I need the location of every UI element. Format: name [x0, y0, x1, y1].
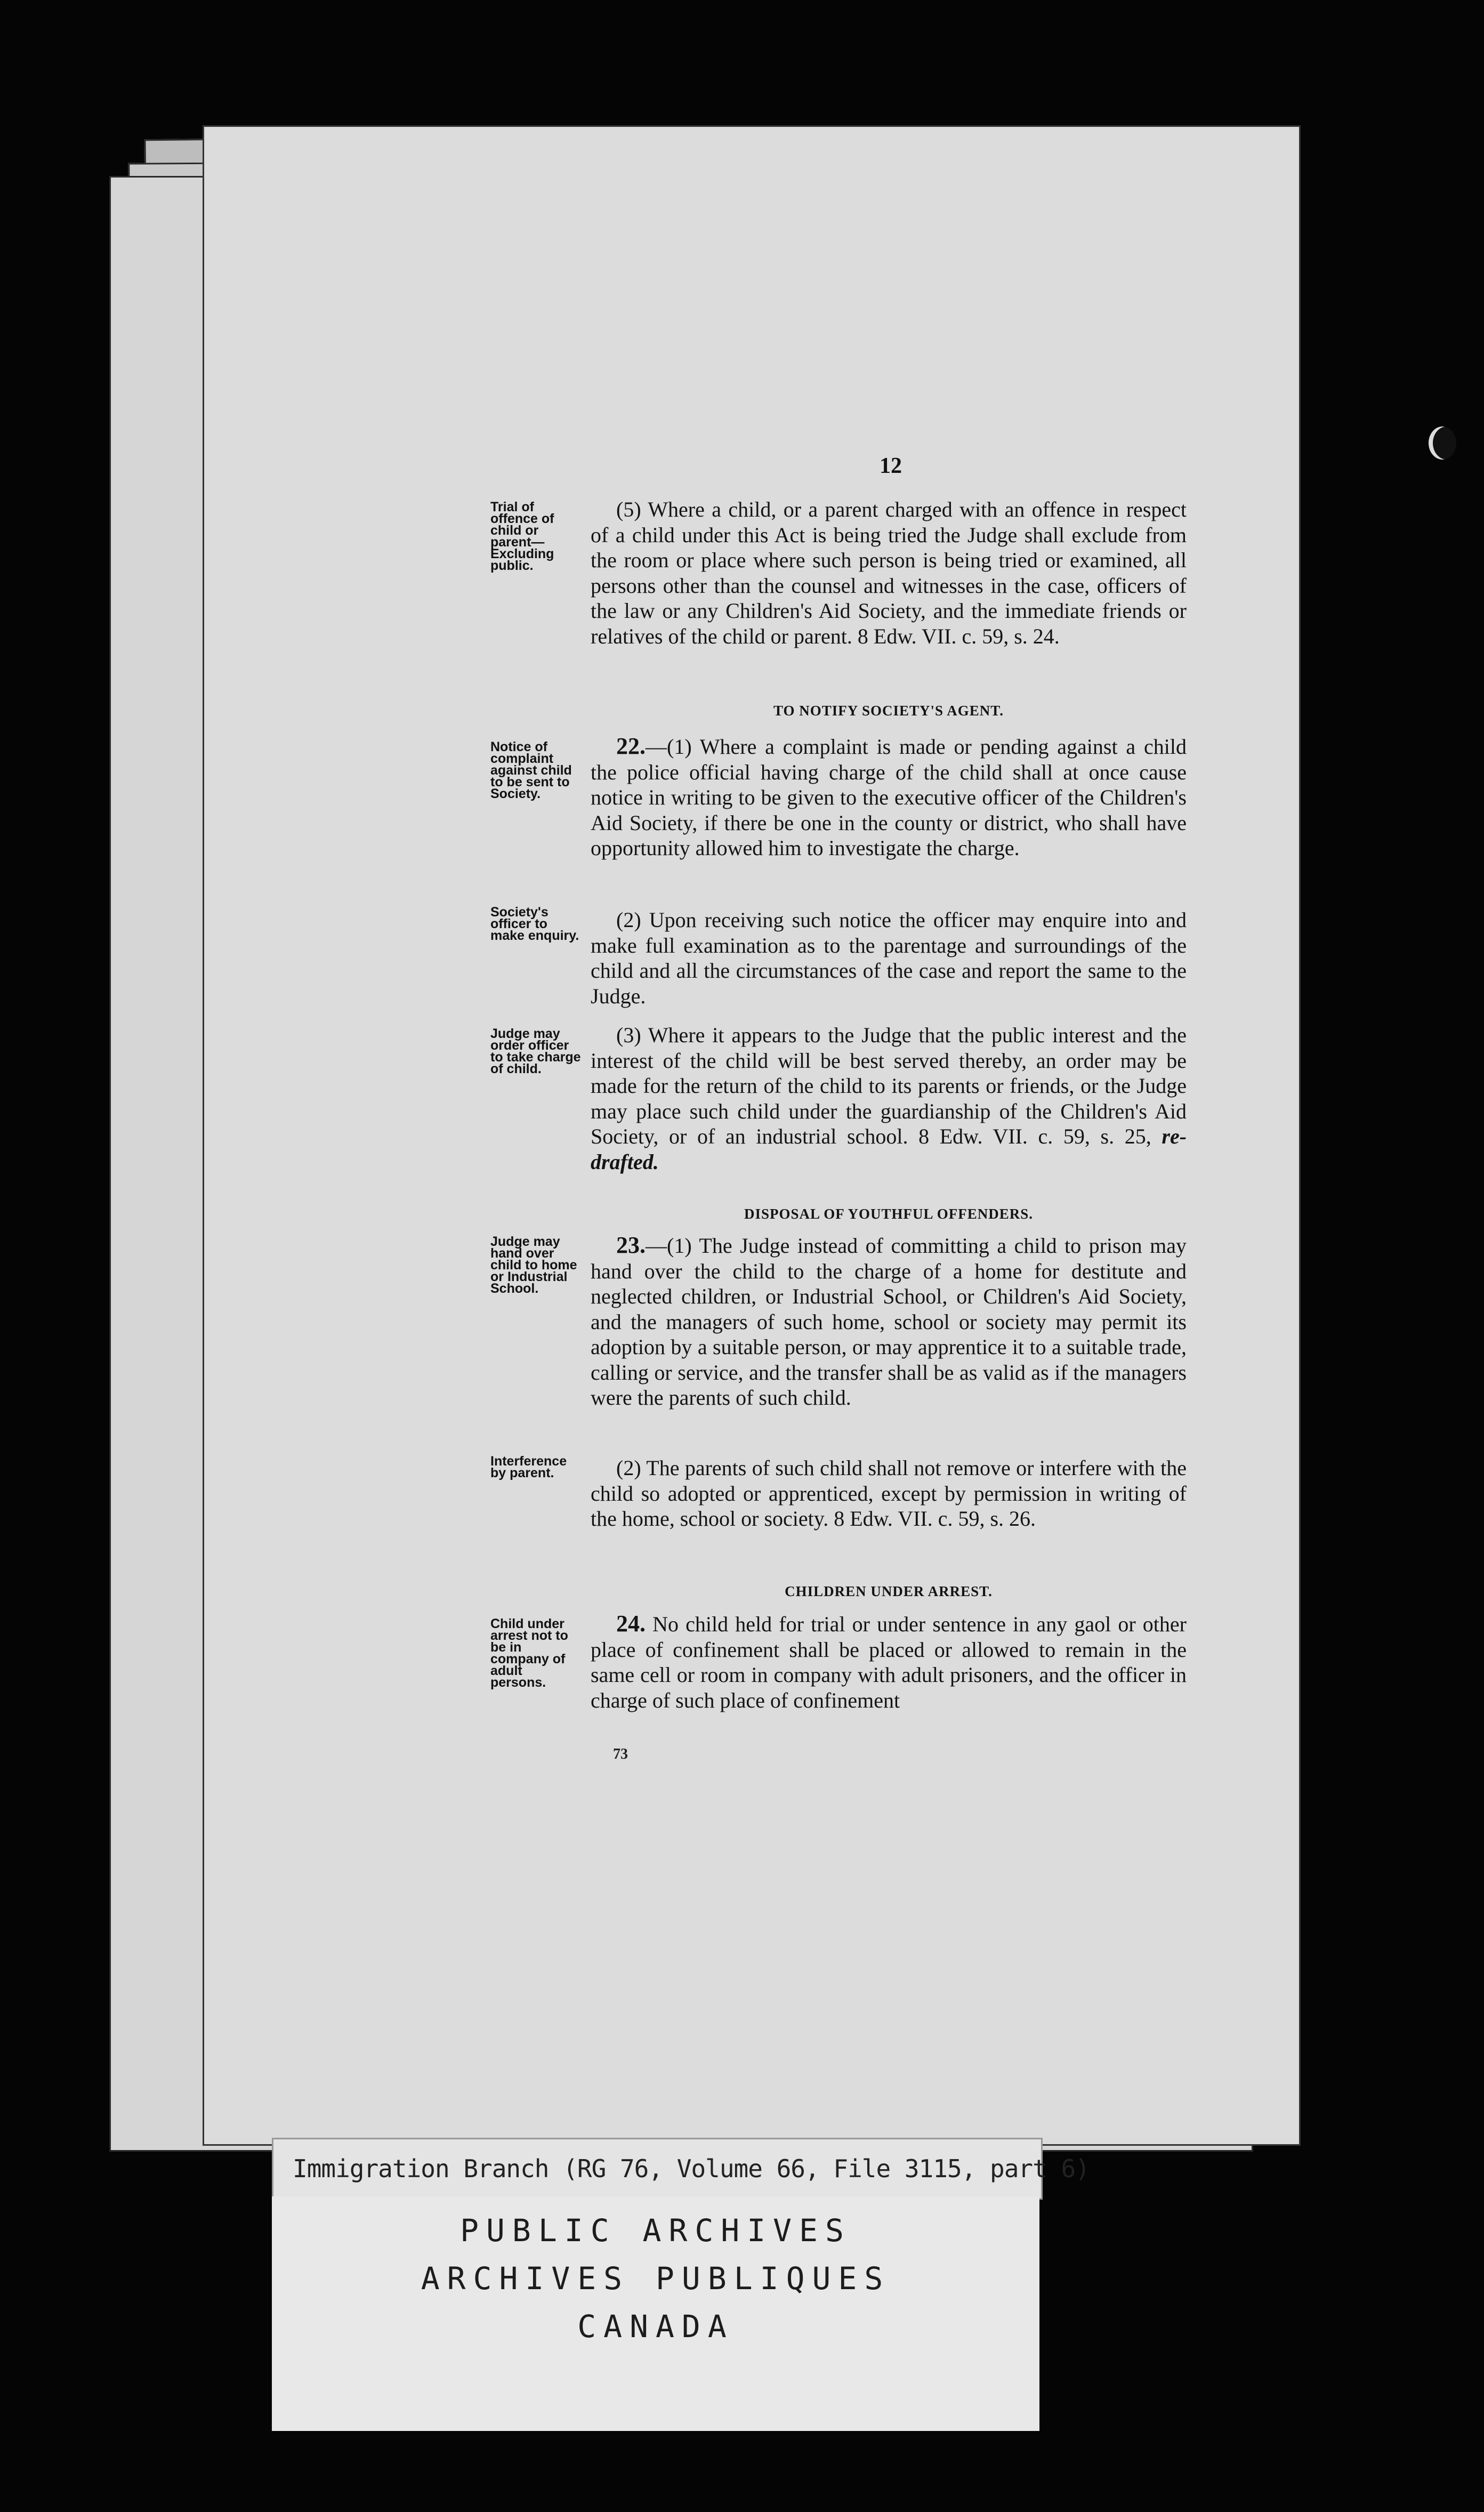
paragraph-text: —(1) The Judge instead of committing a child to prison may hand over the child to the charge of a home for destitute and neglected children, or Industrial School, or Children's Aid Society, and the managers of such home, school or society may permit its adoption by a suitable person, or may apprentice it to a suitable trade, calling or service, and the transfer shall be as valid as if the managers were the parents of such child. — [591, 1234, 1187, 1410]
paragraph: (2) The parents of such child shall not remove or interfere with the child so adopted or apprenticed, except by permission in writing of the home, school or society. 8 Edw. VII. c. 59, s. 26. — [591, 1456, 1187, 1531]
paragraph-text: No child held for trial or under sentence in any gaol or other place of confinement shall be placed or allowed to remain in the same cell or room in company with adult prisoners, and the officer in charge of such place of confinement — [591, 1612, 1187, 1712]
margin-note: Society's officer to make enquiry. — [490, 905, 579, 943]
signature-number: 73 — [613, 1746, 628, 1762]
section-heading: TO NOTIFY SOCIETY'S AGENT. — [773, 703, 1004, 719]
margin-note: Interference by parent. — [490, 1454, 567, 1480]
stamp-line: PUBLIC ARCHIVES — [460, 2212, 851, 2249]
paragraph: (2) Upon receiving such notice the officer may enquire into and make full examination as to the parentage and surroundings of the child and all the circumstances of the case and report the same to the Judge. — [591, 908, 1187, 1008]
page-number: 12 — [880, 454, 902, 478]
paragraph-text: —(1) Where a complaint is made or pending against a child the police official having charge of the child shall at once cause notice in writing to be given to the executive officer of the Children's Aid Society, if there be one in the county or district, who shall have opportunity allowed him to investigate the charge. — [591, 735, 1187, 860]
stamp-line: ARCHIVES PUBLIQUES — [421, 2260, 891, 2297]
margin-note: Trial of offence of child or parent— Excluding public. — [490, 500, 554, 573]
section-number: 22. — [616, 733, 646, 759]
paragraph — [591, 1022, 1187, 1174]
section-number: 23. — [616, 1232, 646, 1258]
paragraph — [591, 734, 1187, 861]
margin-note: Notice of complaint against child to be sent to Society. — [490, 739, 572, 801]
redrafted-note: re-drafted. — [591, 1124, 1187, 1174]
stamp-line: CANADA — [577, 2308, 734, 2345]
paragraph-text: (3) Where it appears to the Judge that the public interest and the interest of the child will be best served thereby, an order may be made for the return of the child to its parents or friends, or the Judge may place such child under the guardianship of the Children's Aid Society, or of an industrial school. 8 Edw. VII. c. 59, s. 25, — [591, 1023, 1187, 1148]
section-heading: CHILDREN UNDER ARREST. — [785, 1583, 993, 1599]
archive-reference-label — [272, 2138, 1090, 2200]
paragraph: (5) Where a child, or a parent charged with an offence in respect of a child under this Act is being tried the Judge shall exclude from the room or place where such person is being tried or examined, all persons other than the counsel and witnesses in the case, officers of the law or any Children's Aid Society, and the immediate friends or relatives of the child or parent. 8 Edw. VII. c. 59, s. 24. — [591, 497, 1187, 648]
margin-note: Child under arrest not to be in company of adult persons. — [490, 1616, 568, 1690]
paragraph — [591, 1233, 1187, 1411]
paragraph — [591, 1611, 1187, 1713]
margin-note: Judge may hand over child to home or Industrial School. — [490, 1234, 577, 1296]
archive-stamp — [272, 2196, 1039, 2431]
margin-note: Judge may order officer to take charge of child. — [490, 1026, 581, 1076]
punch-hole — [1429, 426, 1456, 460]
archive-reference-text: Immigration Branch (RG 76, Volume 66, File 3115, part 6) — [293, 2154, 1090, 2183]
section-heading: DISPOSAL OF YOUTHFUL OFFENDERS. — [744, 1206, 1034, 1222]
section-number: 24. — [616, 1611, 646, 1637]
